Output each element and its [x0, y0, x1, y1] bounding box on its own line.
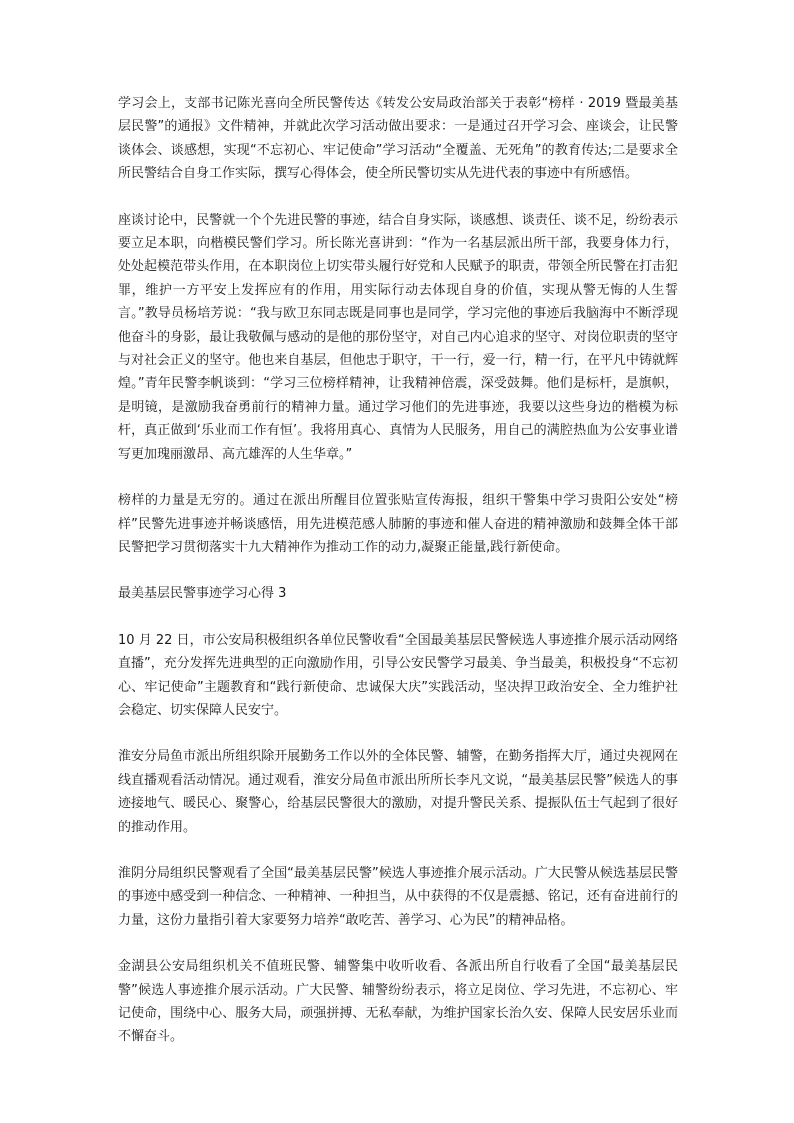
paragraph-study-meeting: 学习会上，支部书记陈光喜向全所民警传达《转发公安局政治部关于表彰“榜样 · 2019 暨最美基层民警”的通报》文件精神，并就此次学习活动做出要求：一是通过召开学习会、座谈会，让民警谈体会、谈感想，实现“不忘初心、牢记使命”学习活动“全覆盖、无死角”的教育传达;二是要求全所民警结合自身工作实际，撰写心得体会，使全所民警切实从先进代表的事迹中有所感悟。	[118, 96, 678, 182]
paragraph-oct-22: 10 月 22 日，市公安局积极组织各单位民警收看“全国最美基层民警候选人事迹推介展示活动网络直播”，充分发挥先进典型的正向激励作用，引导公安民警学习最美、争当最美，积极投身“不忘初心、牢记使命”主题教育和“践行新使命、忠诚保大庆”实践活动，坚决捍卫政治安全、全力维护社会稳定、切实保障人民安宁。	[118, 632, 678, 718]
paragraph-jinhu: 金湖县公安局组织机关不值班民警、辅警集中收听收看、各派出所自行收看了全国“最美基层民警”候选人事迹推介展示活动。广大民警、辅警纷纷表示，将立足岗位、学习先进，不忘初心、牢记使命，围绕中心、服务大局，顽强拼搏、无私奉献，为维护国家长治久安、保障人民安居乐业而不懈奋斗。	[118, 959, 678, 1045]
paragraph-discussion: 座谈讨论中，民警就一个个先进民警的事迹，结合自身实际，谈感想、谈责任、谈不足，纷纷表示要立足本职，向楷模民警们学习。所长陈光喜讲到：“作为一名基层派出所干部，我要身体力行，处处起模范带头作用，在本职岗位上切实带头履行好党和人民赋予的职责，带领全所民警在打击犯罪，维护一方平安上发挥应有的作用，用实际行动去体现自身的价值，实现从警无悔的人生誓言。”教导员杨培芳说：“我与欧卫东同志既是同事也是同学，学习完他的事迹后我脑海中不断浮现他奋斗的身影，最让我敬佩与感动的是他的那份坚守，对自己内心追求的坚守、对岗位职责的坚守与对社会正义的坚守。他也来自基层，但他忠于职守，干一行，爱一行，精一行，在平凡中铸就辉煌。”青年民警李帆谈到：“学习三位榜样精神，让我精神倍震，深受鼓舞。他们是标杆，是旗帜，是明镜，是激励我奋勇前行的精神力量。通过学习他们的先进事迹，我要以这些身边的楷模为标杆，真正做到‘乐业而工作有恒’。我将用真心、真情为人民服务，用自己的满腔热血为公安事业谱写更加瑰丽激昂、高亢雄浑的人生华章。”	[118, 212, 678, 462]
section-title: 最美基层民警事迹学习心得 3	[118, 586, 287, 602]
paragraph-role-model: 榜样的力量是无穷的。通过在派出所醒目位置张贴宣传海报，组织干警集中学习贵阳公安处“榜样”民警先进事迹并畅谈感悟，用先进模范感人肺腑的事迹和催人奋进的精神激励和鼓舞全体干部民警把学习贯彻落实十九大精神作为推动工作的动力,凝聚正能量,践行新使命。	[118, 493, 678, 555]
paragraph-huaian: 淮安分局鱼市派出所组织除开展勤务工作以外的全体民警、辅警，在勤务指挥大厅，通过央视网在线直播观看活动情况。通过观看，淮安分局鱼市派出所所长李凡文说，“最美基层民警”候选人的事迹接地气、暖民心、聚警心，给基层民警很大的激励，对提升警民关系、提振队伍士气起到了很好的推动作用。	[118, 749, 678, 835]
paragraph-huaiyin: 淮阴分局组织民警观看了全国“最美基层民警”候选人事迹推介展示活动。广大民警从候选基层民警的事迹中感受到一种信念、一种精神、一种担当，从中获得的不仅是震撼、铭记，还有奋进前行的力量，这份力量指引着大家要努力培养“敢吃苦、善学习、心为民”的精神品格。	[118, 865, 678, 928]
document-page	[118, 92, 678, 1072]
